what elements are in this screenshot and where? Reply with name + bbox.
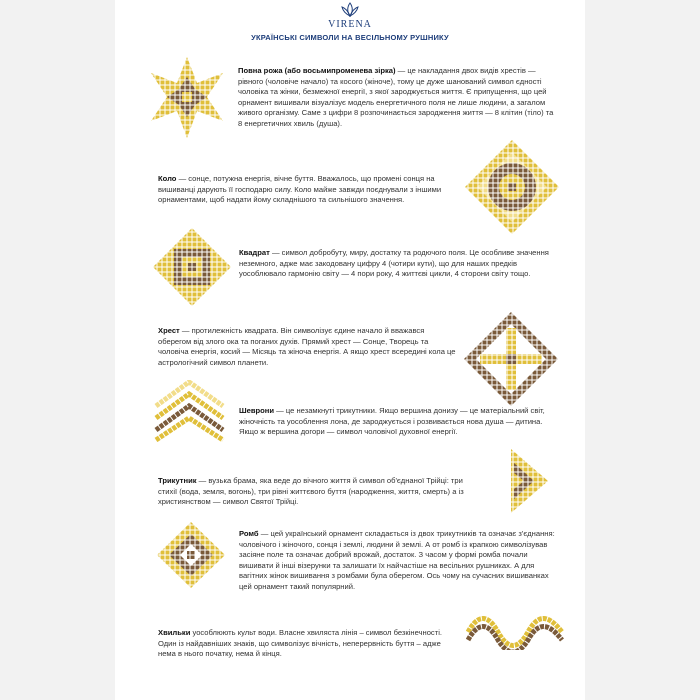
section-text: — це накладання двох видів хрестів — рівного (чоловіче начало) та косого (жіноче), тому це дуже шанований символ єдності чоловіка та жінки, безмежної енергії, з якої зароджується життя. Є припущення, що цей орнамент вишивали візуалізує модель енергетичного поля не лише людини, а загалом живого організму. Саме з цифри 8 розпочинається зародження життя — 8 клітин (тіло) та 8 енергетичних хвиль (душа). <box>238 66 554 128</box>
lotus-icon <box>340 2 360 18</box>
section-text: — це незамкнуті трикутники. Якщо вершина донизу — це матеріальний світ, жіночність та уособлення лона, де зароджується і розвивається нова душа — дитина. Якщо ж вершина догори — символ чоловічої духовної енергії. <box>239 406 545 437</box>
section-cross <box>158 326 458 368</box>
section-text: — цей український орнамент складається із двох трикутників та означає з'єднання: чоловічого і жіночого, сонця і землі, людини й землі. А от ромб із крапкою символізував засіяне поле та означає добрий врожай, достаток. З часом у формі ромба почали вишивати й інші візерунки та залишати їх найчастіше на весільних рушниках. А для вагітних жінок вишивання з ромбами була оберегом. Ось чому на сучасних вишиванках цей орнамент такий популярний. <box>239 529 555 591</box>
section-text: — вузька брама, яка веде до вічного життя й символ об'єднаної Трійці: три стихії (вода, земля, вогонь), три рівні життєвого буття (народження, життя, смерть) а із християнством — символ Святої Трійці. <box>158 476 464 507</box>
triangle-motif-icon <box>508 447 550 520</box>
section-text: — символ добробуту, миру, достатку та родючого поля. Це особливе значення неземного, адже має закодовану цифру 4 (чотири кути), що для наших предків уособлювало гармонію світу — 4 пори року, 4 життєві цикли, 4 сторони світу тощо. <box>239 248 549 279</box>
rhombus-motif-icon <box>155 520 227 595</box>
square-motif-icon <box>152 227 232 312</box>
section-triangle <box>158 476 470 508</box>
section-circle <box>158 174 458 206</box>
section-term: Повна рожа (або восьмипроменева зірка) <box>238 66 396 75</box>
chevron-motif-icon <box>152 380 227 447</box>
section-text: — протилежність квадрата. Він символізує єдине начало й вважався оберегом від злого ока та поганих духів. Прямий хрест — Сонце, Творець та чоловіча енергія, косий — Місяць та жіноча енергія. А якщо хрест всередині кола це астрологічний символ планети. <box>158 326 456 367</box>
section-term: Квадрат <box>239 248 270 257</box>
section-chevrons <box>239 406 559 438</box>
section-waves <box>158 628 458 660</box>
section-term: Шеврони <box>239 406 275 415</box>
section-term: Ромб <box>239 529 259 538</box>
circle-motif-icon <box>463 138 561 241</box>
eight-point-star-icon <box>145 55 230 145</box>
section-term: Хрест <box>158 326 180 335</box>
wave-motif-icon <box>466 610 564 655</box>
brand-logo <box>300 2 400 30</box>
page-title: УКРАЇНСЬКІ СИМВОЛИ НА ВЕСІЛЬНОМУ РУШНИКУ <box>251 33 449 42</box>
section-text: уособлюють культ води. Власне хвиляста лінія – символ безкінечності. Один із найдавніших знаків, що символізує вічність, неперервність буття – адже нема в нього початку, нема й кінця. <box>158 628 443 659</box>
section-rose <box>238 66 558 130</box>
section-term: Хвильки <box>158 628 191 637</box>
section-square <box>239 248 559 280</box>
section-term: Коло <box>158 174 177 183</box>
section-term: Трикутник <box>158 476 197 485</box>
brand-name: VIRENA <box>328 19 372 30</box>
section-text: — сонце, потужна енергія, вічне буття. Вважалось, що промені сонця на вишиванці дарують її господарю силу. Коло майже завжди поєднували з іншими орнаментами, щоб надати йому складнішого та сильнішого значення. <box>158 174 442 205</box>
section-rhombus <box>239 529 561 593</box>
cross-motif-icon <box>462 310 560 413</box>
